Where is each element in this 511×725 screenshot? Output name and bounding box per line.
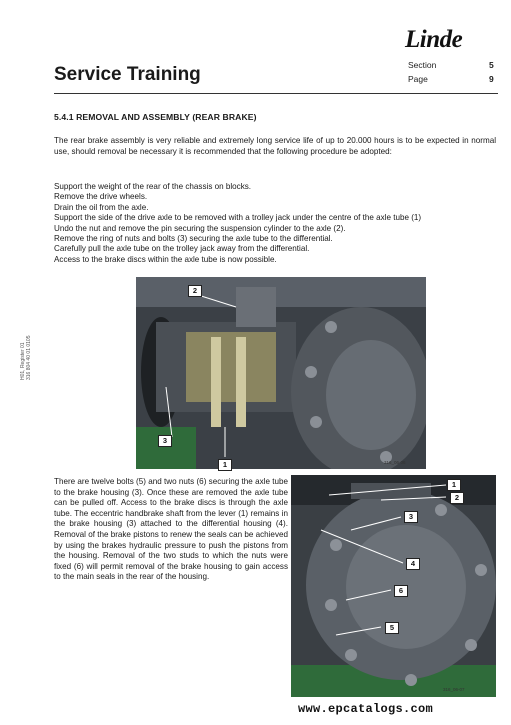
list-item: Support the weight of the rear of the chassis on blocks. [54, 182, 252, 191]
figure2-callout-4: 4 [406, 558, 420, 570]
list-item: Access to the brake discs within the axle tube is now possible. [54, 254, 277, 264]
figure2-caption: 316_06-07 [443, 687, 465, 692]
page-label: Page [408, 74, 428, 84]
list-item: Support the side of the drive axle to be removed with a trolley jack under the centre of the axle tube (1) [54, 213, 422, 223]
axle-photo-1-image [136, 277, 426, 469]
axle-photo-1 [136, 277, 426, 469]
list-item: Carefully pull the axle tube on the trolley jack away from the differential. [54, 244, 310, 254]
side-note [20, 336, 32, 381]
figure2-callout-2: 2 [450, 492, 464, 504]
procedure-steps [54, 182, 498, 265]
linde-logo: Linde [405, 26, 463, 53]
figure2-callout-6: 6 [394, 585, 408, 597]
list-item: Drain the oil from the axle. [54, 202, 149, 212]
removal-paragraph: There are twelve bolts (5) and two nuts (6) securing the axle tube to the brake housing (3). Once these are removed the axle tube can be pulled off. Access to the brake discs is through the axle tube. The eccentric handbrake shaft from the lever (1) remains in the brake housing (3) attached to the differential housing (4). Removal of the brake pistons to renew the seals can be achieved by using the brakes hydraulic pressure to push the pistons from the housing. Removal of the two studs to which the nuts were fixed (6) will permit removal of the brake housing to gain access to the main seals in the rear of the housing. [54, 477, 288, 582]
section-value: 5 [489, 60, 494, 70]
page-value: 9 [489, 74, 494, 84]
header-rule [54, 93, 498, 94]
side-note-line: 316 804 40 01 0105 [26, 335, 32, 380]
section-heading: 5.4.1 REMOVAL AND ASSEMBLY (REAR BRAKE) [54, 112, 257, 122]
figure1-callout-1: 1 [218, 459, 232, 471]
list-item: Remove the ring of nuts and bolts (3) securing the axle tube to the differential. [54, 234, 333, 244]
section-label: Section [408, 60, 437, 70]
page-title: Service Training [54, 64, 201, 85]
watermark-url: www.epcatalogs.com [298, 702, 434, 716]
figure2-callout-3: 3 [404, 511, 418, 523]
intro-paragraph: The rear brake assembly is very reliable and extremely long service life of up to 20.000 hours is to be expected in normal use, should removal be necessary it is recommended that the following procedure be adopted: [54, 136, 496, 156]
figure1-callout-3: 3 [158, 435, 172, 447]
figure2-callout-1: 1 [447, 479, 461, 491]
list-item: Undo the nut and remove the pin securing the suspension cylinder to the axle (2). [54, 223, 346, 233]
side-note-line: H01, Register 01 [20, 342, 26, 380]
figure2-callout-5: 5 [385, 622, 399, 634]
figure1-callout-2: 2 [188, 285, 202, 297]
figure1-caption: 316_06-06 [384, 460, 406, 465]
list-item: Remove the drive wheels. [54, 192, 148, 202]
